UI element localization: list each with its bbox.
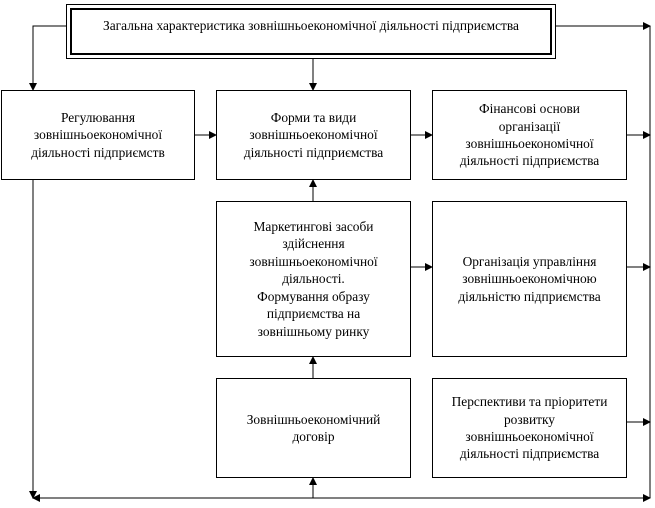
box-marketing [216, 201, 411, 357]
box-regulation [1, 90, 195, 180]
box-finance-label: Фінансові основи організації зовнішньоекономічної діяльності підприємства [459, 101, 600, 169]
box-contract-label: Зовнішньоекономічний договір [246, 411, 381, 444]
box-regulation-label: Регулювання зовнішньоекономічної діяльності підприємств [31, 109, 165, 160]
box-contract [216, 378, 411, 478]
box-forms-label: Форми та види зовнішньоекономічної діяльності підприємства [243, 109, 384, 160]
box-marketing-label: Маркетингові засоби здійснення зовнішньоекономічної діяльності. Формування образу підприємства на зовнішньому ринку [249, 219, 378, 339]
box-finance [432, 90, 627, 180]
box-management-label: Організація управління зовнішньоекономічною діяльністю підприємства [458, 253, 601, 304]
box-forms [216, 90, 411, 180]
title-inner-frame [70, 8, 552, 55]
box-management [432, 201, 627, 357]
diagram-title: Загальна характеристика зовнішньоекономічної діяльності підприємства [103, 18, 519, 33]
box-prospects [432, 378, 627, 478]
arrow-title-regulation [33, 26, 66, 90]
box-prospects-label: Перспективи та пріоритети розвитку зовнішньоекономічної діяльності підприємства [451, 394, 608, 462]
title-box [66, 4, 556, 59]
